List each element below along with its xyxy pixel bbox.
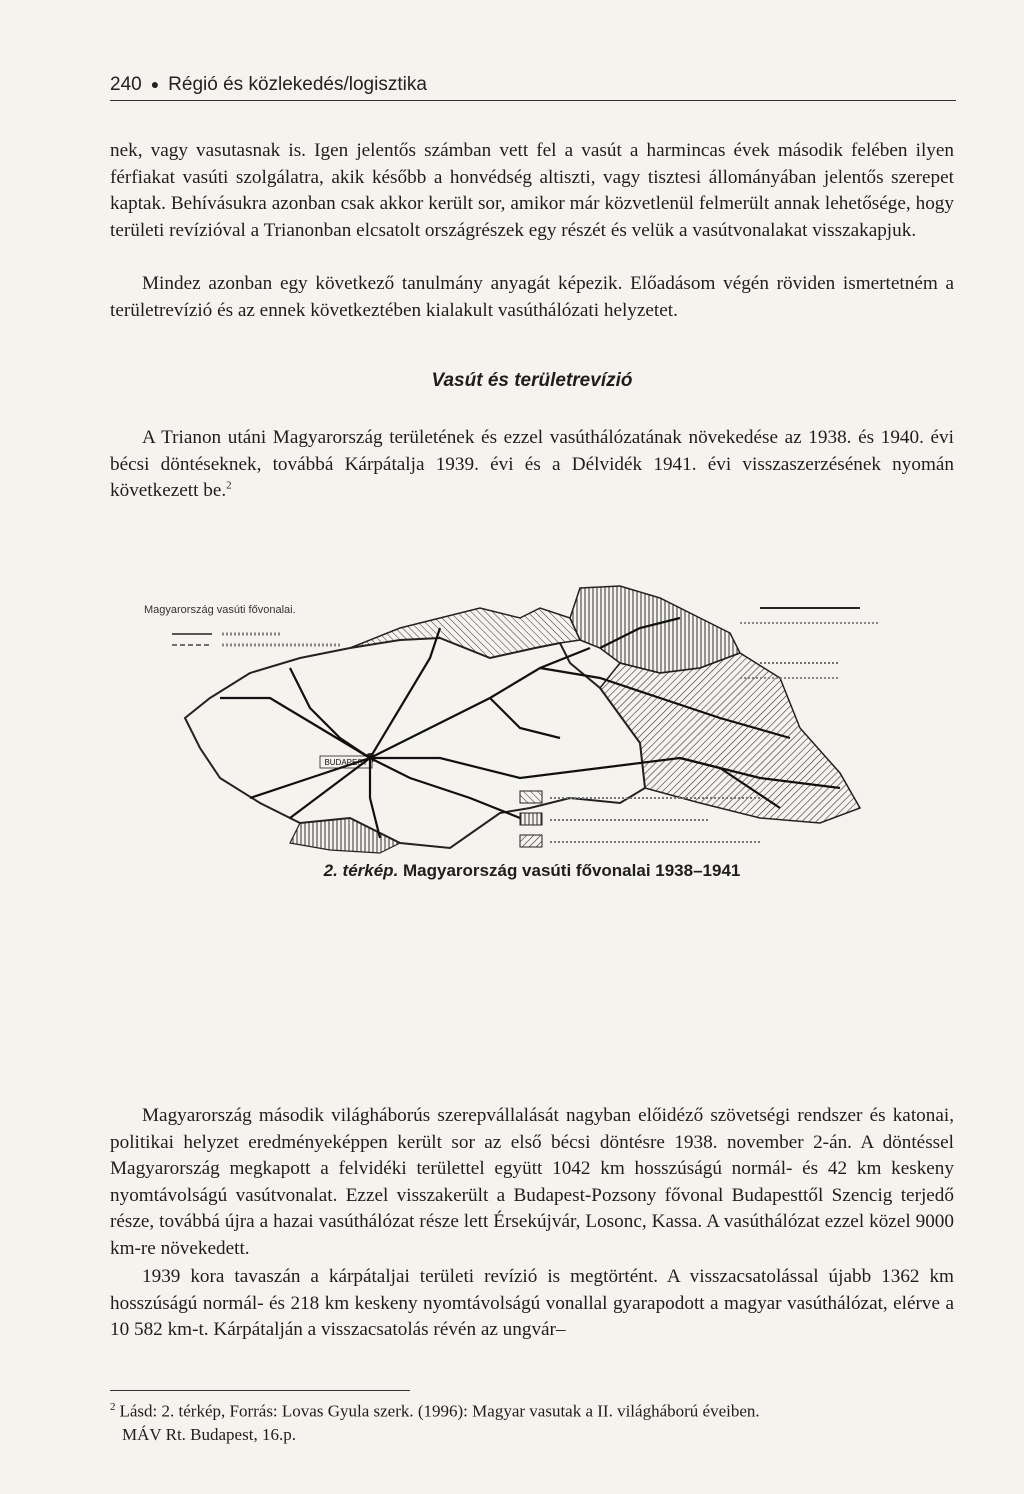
footnote-rule: [110, 1390, 410, 1391]
budapest-label: BUDAPEST: [324, 758, 368, 767]
paragraph-3-text: A Trianon utáni Magyarország területének és ezzel vasúthálózatának növekedése az 1938. és 1940. évi bécsi döntéseknek, továbbá Kárpátalja 1939. évi és a Délvidék 1941. évi visszaszerzésének nyomán következett be.: [110, 427, 954, 502]
map-caption-number: 2. térkép.: [323, 861, 399, 880]
footnote: [110, 1396, 954, 1446]
bullet-separator: ●: [150, 76, 160, 92]
paragraph-3: [110, 425, 954, 505]
footnote-line-1: Lásd: 2. térkép, Forrás: Lovas Gyula szerk. (1996): Magyar vasutak a II. világháború éveiben.: [119, 1401, 760, 1421]
paragraph-5: 1939 kora tavaszán a kárpátaljai területi revízió is megtörtént. A visszacsatolással újabb 1362 km hosszúságú normál- és 218 km keskeny nyomtávolságú vonallal gyarapodott a magyar vasúthálózat, elérve a 10 582 km-t. Kárpátalján a visszacsatolás révén az ungvár–: [110, 1266, 954, 1341]
paragraph-2: Mindez azonban egy következő tanulmány anyagát képezik. Előadásom végén röviden ismertetném a területrevízió és az ennek következtében kialakult vasúthálózati helyzetet.: [110, 273, 954, 321]
map-caption: [110, 861, 954, 881]
footnote-line-2: MÁV Rt. Budapest, 16.p.: [122, 1424, 296, 1444]
railway-map: [140, 578, 900, 858]
paragraph-1: nek, vagy vasutasnak is. Igen jelentős számban vett fel a vasút a harmincas évek második felében ilyen férfiakat vasúti szolgálatra, akik később a honvédség altiszti, vagy tisztesi állományában jelentős szerepet kaptak. Behívásukra azonban csak akkor került sor, amikor már közvetlenül felmerült annak lehetősége, hogy területi revízióval a Trianonban elcsatolt országrészek egy részét és velük a vasútvonalakat visszakapjuk.: [110, 140, 954, 241]
page-number: 240: [110, 74, 142, 95]
section-title: Vasút és területrevízió: [431, 370, 633, 391]
running-header: [110, 74, 956, 101]
map-caption-text: Magyarország vasúti fővonalai 1938–1941: [398, 861, 741, 880]
map-title: Magyarország vasúti fővonalai.: [144, 604, 296, 616]
trianon-border: [185, 638, 645, 848]
map-legend-lines: [172, 634, 340, 645]
footnote-ref: 2: [226, 479, 232, 492]
region-1939: [570, 586, 740, 673]
footnote-mark: 2: [110, 1401, 116, 1413]
running-title: Régió és közlekedés/logisztika: [168, 74, 427, 95]
paragraph-4: Magyarország második világháborús szerepvállalását nagyban előidéző szövetségi rendszer és katonai, politikai helyzet eredményeképpen került sor az első bécsi döntésre 1938. november 2-án. A döntéssel Magyarország megkapott a felvidéki területtel együtt 1042 km hosszúságú normál- és 42 km keskeny nyomtávolságú vasútvonalat. Ezzel visszakerült a Budapest-Pozsony fővonal Budapesttől Szencig terjedő része, továbbá újra a hazai vasúthálózat része lett Érsekújvár, Losonc, Kassa. A vasúthálózat ezzel közel 9000 km-re növekedett.: [110, 1105, 954, 1259]
